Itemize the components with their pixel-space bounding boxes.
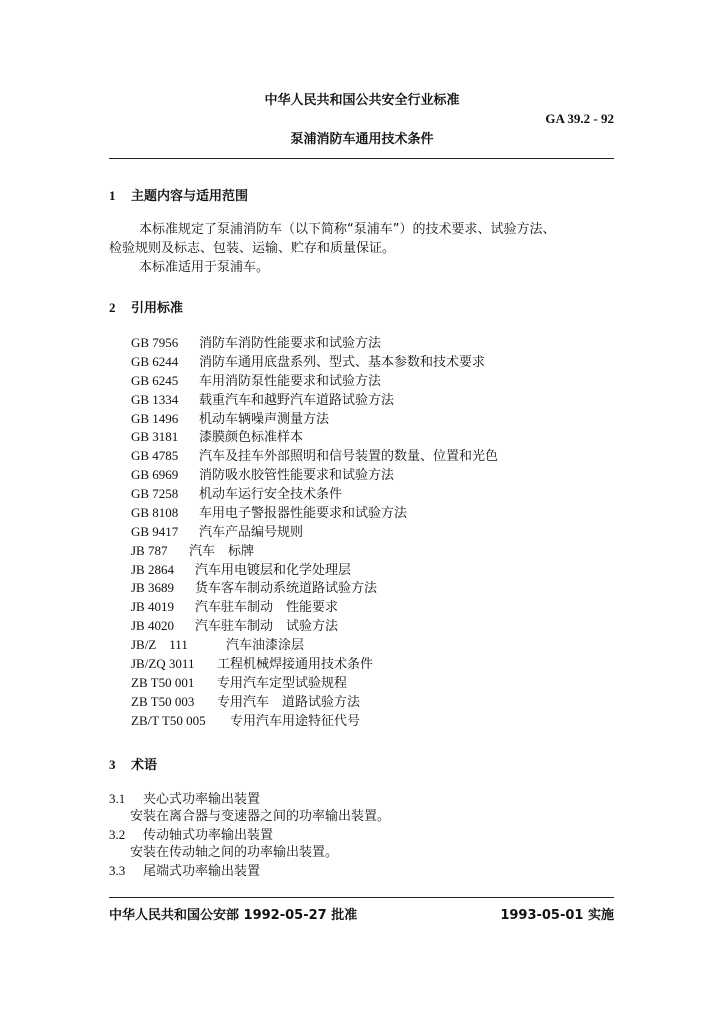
term-definition: 安装在传动轴之间的功率输出装置。 bbox=[130, 845, 339, 860]
reference-title: 汽车产品编号规则 bbox=[199, 524, 304, 540]
reference-code: ZB/T T50 005 bbox=[131, 712, 206, 728]
reference-title: 汽车 标牌 bbox=[189, 543, 255, 559]
section-3-heading bbox=[109, 754, 157, 773]
reference-title: 机动车辆噪声测量方法 bbox=[199, 411, 330, 427]
reference-item bbox=[131, 712, 498, 731]
reference-title: 货车客车制动系统道路试验方法 bbox=[195, 581, 378, 597]
section-1-heading bbox=[109, 185, 248, 204]
header-divider bbox=[109, 158, 614, 159]
section-3-number: 3 bbox=[109, 757, 116, 772]
reference-item bbox=[131, 353, 498, 372]
reference-title: 车用消防泵性能要求和试验方法 bbox=[199, 373, 382, 389]
section-1-title: 主题内容与适用范围 bbox=[131, 189, 249, 204]
term-name: 夹心式功率输出装置 bbox=[143, 792, 261, 807]
approval-line: 中华人民共和国公安部 1992-05-27 批准 bbox=[109, 908, 358, 923]
reference-title: 消防车通用底盘系列、型式、基本参数和技术要求 bbox=[199, 354, 486, 370]
reference-title: 汽车及挂车外部照明和信号装置的数量、位置和光色 bbox=[199, 449, 499, 465]
section-3-title: 术语 bbox=[131, 758, 158, 773]
reference-title: 专用汽车定型试验规程 bbox=[217, 675, 348, 691]
term-number: 3.2 bbox=[109, 827, 126, 842]
reference-item bbox=[131, 372, 498, 391]
reference-code: JB 3689 bbox=[131, 580, 174, 596]
term-number: 3.3 bbox=[109, 863, 126, 878]
term-number: 3.1 bbox=[109, 791, 126, 806]
section-1-para2: 本标准适用于泵浦车。 bbox=[139, 260, 270, 275]
reference-item bbox=[131, 598, 498, 617]
reference-item bbox=[131, 636, 498, 655]
reference-item bbox=[131, 410, 498, 429]
reference-code: GB 9417 bbox=[131, 523, 179, 539]
section-1-para1-line1: 本标准规定了泵浦消防车（以下简称“泵浦车”）的技术要求、试验方法、 bbox=[139, 222, 556, 237]
reference-item bbox=[131, 542, 498, 561]
section-1-para1-line2: 检验规则及标志、包装、运输、贮存和质量保证。 bbox=[109, 241, 396, 256]
reference-code: JB 787 bbox=[131, 542, 168, 558]
effective-date: 1993-05-01 实施 bbox=[500, 908, 614, 923]
issuing-body-title: 中华人民共和国公共安全行业标准 bbox=[264, 93, 460, 108]
reference-item bbox=[131, 447, 498, 466]
reference-code: JB 4020 bbox=[131, 618, 174, 634]
reference-title: 专用汽车用途特征代号 bbox=[230, 713, 361, 729]
reference-title: 消防吸水胶管性能要求和试验方法 bbox=[199, 468, 395, 484]
reference-code: GB 6969 bbox=[131, 467, 179, 483]
reference-title: 消防车消防性能要求和试验方法 bbox=[199, 336, 382, 351]
section-1-number: 1 bbox=[109, 188, 116, 203]
reference-item bbox=[131, 466, 498, 485]
reference-code: GB 3181 bbox=[131, 429, 179, 445]
reference-item bbox=[131, 561, 498, 580]
reference-title: 车用电子警报器性能要求和试验方法 bbox=[199, 505, 408, 521]
reference-item bbox=[131, 428, 498, 447]
document-title: 泵浦消防车通用技术条件 bbox=[290, 132, 434, 147]
reference-code: JB 4019 bbox=[131, 599, 174, 615]
term-name: 传动轴式功率输出装置 bbox=[143, 828, 274, 843]
reference-code: GB 6245 bbox=[131, 372, 179, 388]
reference-code: GB 8108 bbox=[131, 504, 179, 520]
section-2-heading bbox=[109, 297, 183, 316]
reference-code: GB 4785 bbox=[131, 448, 179, 464]
reference-title: 漆膜颜色标准样本 bbox=[199, 430, 304, 446]
reference-code: GB 7956 bbox=[131, 335, 179, 350]
term-heading bbox=[109, 862, 390, 880]
reference-item bbox=[131, 617, 498, 636]
reference-title: 汽车油漆涂层 bbox=[226, 638, 305, 653]
term-heading bbox=[109, 790, 390, 808]
reference-title: 载重汽车和越野汽车道路试验方法 bbox=[199, 392, 395, 408]
section-2-number: 2 bbox=[109, 300, 116, 315]
reference-code: JB/Z 111 bbox=[131, 637, 188, 652]
reference-item bbox=[131, 391, 498, 410]
reference-title: 工程机械焊接通用技术条件 bbox=[217, 656, 374, 672]
reference-code: ZB T50 001 bbox=[131, 674, 195, 690]
reference-item bbox=[131, 523, 498, 542]
reference-code: ZB T50 003 bbox=[131, 693, 195, 709]
reference-title: 汽车用电镀层和化学处理层 bbox=[195, 562, 352, 578]
reference-item bbox=[131, 655, 498, 674]
reference-title: 汽车驻车制动 试验方法 bbox=[195, 619, 339, 635]
reference-item bbox=[131, 579, 498, 598]
reference-item bbox=[131, 485, 498, 504]
term-definition: 安装在离合器与变速器之间的功率输出装置。 bbox=[130, 809, 391, 824]
term-name: 尾端式功率输出装置 bbox=[143, 864, 261, 879]
reference-item bbox=[131, 674, 498, 693]
reference-code: GB 1334 bbox=[131, 391, 179, 407]
reference-title: 汽车驻车制动 性能要求 bbox=[195, 600, 339, 616]
reference-title: 机动车运行安全技术条件 bbox=[199, 487, 343, 502]
reference-code: GB 7258 bbox=[131, 486, 179, 501]
reference-code: GB 6244 bbox=[131, 353, 179, 369]
reference-code: GB 1496 bbox=[131, 410, 179, 426]
standard-number: GA 39.2 - 92 bbox=[545, 111, 614, 126]
reference-item bbox=[131, 693, 498, 712]
term-heading bbox=[109, 826, 390, 844]
terms-list bbox=[109, 790, 390, 880]
footer-divider bbox=[109, 897, 614, 898]
section-2-title: 引用标准 bbox=[131, 301, 184, 316]
reference-item bbox=[131, 334, 498, 353]
reference-item bbox=[131, 504, 498, 523]
reference-list bbox=[131, 334, 498, 730]
reference-title: 专用汽车 道路试验方法 bbox=[217, 694, 361, 710]
reference-code: JB 2864 bbox=[131, 561, 174, 577]
reference-code: JB/ZQ 3011 bbox=[131, 655, 195, 671]
